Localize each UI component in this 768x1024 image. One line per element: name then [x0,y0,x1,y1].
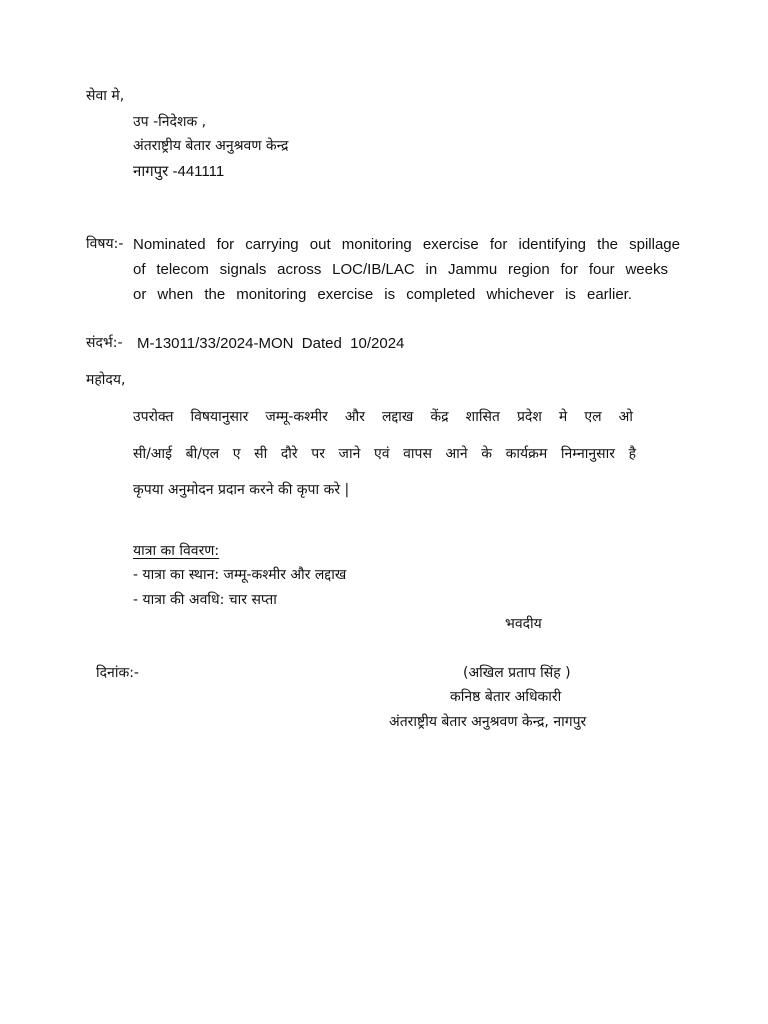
subject-label: विषय:- [86,236,124,252]
body-line-3: कृपया अनुमोदन प्रदान करने की कृपा करे | [133,482,350,498]
signatory-designation: कनिष्ठ बेतार अधिकारी [450,689,562,705]
body-line-2: सी/आई बी/एल ए सी दौरे पर जाने एवं वापस आने के कार्यक्रम निम्नानुसार है [133,446,636,462]
reference-value: M-13011/33/2024-MON Dated 10/2024 [137,335,405,352]
recipient-city-pin: नागपुर -441111 [133,163,225,180]
recipient-organization: अंतराष्ट्रीय बेतार अनुश्रवण केन्द्र [133,138,289,154]
body-line-1: उपरोक्त विषयानुसार जम्मू-कश्मीर और लद्दाख केंद्र शासित प्रदेश मे एल ओ [133,409,633,425]
reference-label: संदर्भ:- [86,335,123,351]
travel-place: - यात्रा का स्थान: जम्मू-कश्मीर और लद्दाख [133,567,347,583]
signatory-office: अंतराष्ट्रीय बेतार अनुश्रवण केन्द्र, नागपुर [389,714,587,730]
greeting: महोदय, [86,372,126,388]
closing: भवदीय [505,616,542,632]
subject-line-1: Nominated for carrying out monitoring exercise for identifying the spillage [133,236,680,253]
travel-heading: यात्रा का विवरण: [133,543,220,559]
signatory-name: (अखिल प्रताप सिंह ) [463,665,571,681]
subject-line-3: or when the monitoring exercise is completed whichever is earlier. [133,286,632,303]
date-label: दिनांक:- [96,665,139,681]
recipient-designation: उप -निदेशक , [133,114,207,130]
travel-duration: - यात्रा की अवधि: चार सप्ता [133,592,277,608]
subject-line-2: of telecom signals across LOC/IB/LAC in Jammu region for four weeks [133,261,668,278]
salutation-to: सेवा मे, [86,88,125,104]
